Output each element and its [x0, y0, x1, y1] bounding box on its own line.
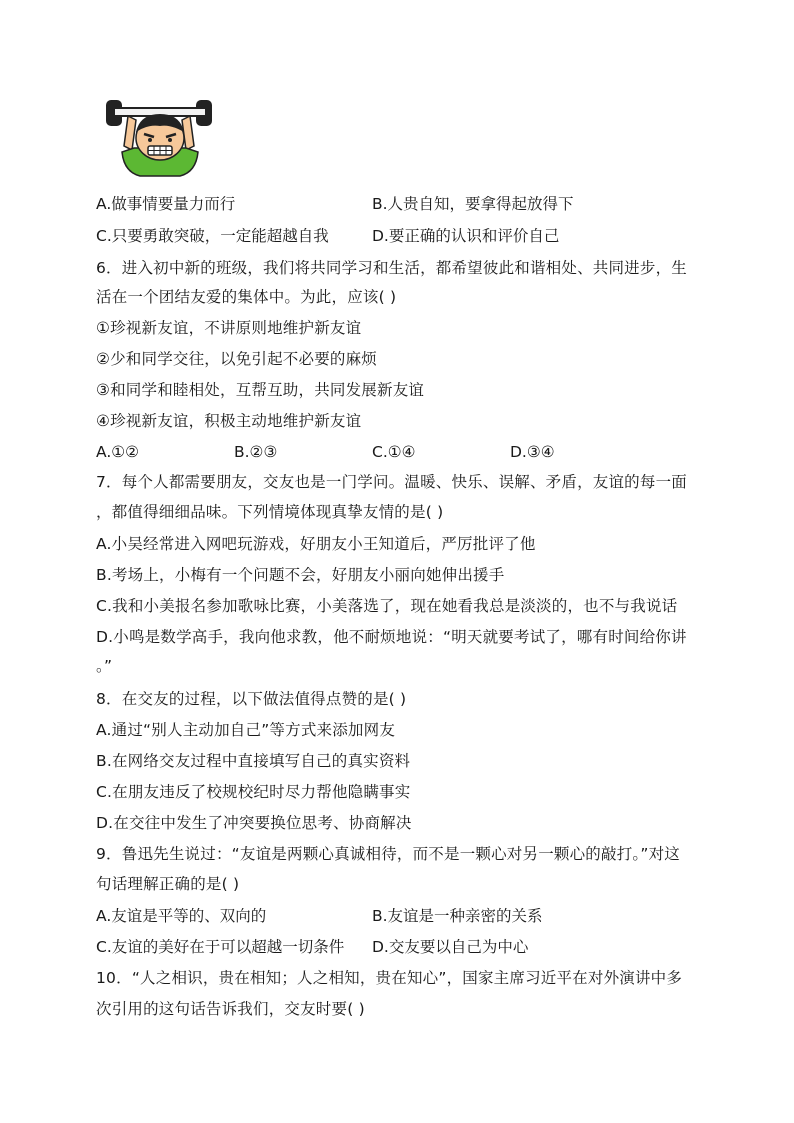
q8-option-d: D.在交往中发生了冲突要换位思考、协商解决 — [96, 814, 412, 832]
q6-option-a: A.①② — [96, 443, 140, 461]
q6-item-3: ③和同学和睦相处，互帮互助，共同发展新友谊 — [96, 381, 425, 399]
q8-option-c: C.在朋友违反了校规校纪时尽力帮他隐瞒事实 — [96, 783, 411, 801]
q6-stem-line-1: 6．进入初中新的班级，我们将共同学习和生活，都希望彼此和谐相处、共同进步，生 — [96, 259, 687, 277]
q7-option-c: C.我和小美报名参加歌咏比赛，小美落选了，现在她看我总是淡淡的，也不与我说话 — [96, 597, 678, 615]
q10-stem-line-2: 次引用的这句话告诉我们，交友时要( ) — [96, 1000, 365, 1018]
q6-option-c: C.①④ — [372, 443, 416, 461]
q6-option-d: D.③④ — [510, 443, 555, 461]
q7-stem-line-2: ，都值得细细品味。下列情境体现真挚友情的是( ) — [96, 503, 444, 521]
q9-stem-line-1: 9．鲁迅先生说过：“友谊是两颗心真诚相待，而不是一颗心对另一颗心的敲打。”对这 — [96, 845, 680, 863]
q5-option-c: C.只要勇敢突破，一定能超越自我 — [96, 227, 329, 245]
q7-option-a: A.小吴经常进入网吧玩游戏，好朋友小王知道后，严厉批评了他 — [96, 535, 536, 553]
q5-option-a: A.做事情要量力而行 — [96, 195, 236, 213]
q5-option-d: D.要正确的认识和评价自己 — [372, 227, 560, 245]
q5-option-b: B.人贵自知，要拿得起放得下 — [372, 195, 574, 213]
q9-option-c: C.友谊的美好在于可以超越一切条件 — [96, 938, 345, 956]
weightlifter-illustration — [100, 94, 220, 178]
q9-option-b: B.友谊是一种亲密的关系 — [372, 907, 543, 925]
q6-option-b: B.②③ — [234, 443, 278, 461]
q6-item-1: ①珍视新友谊，不讲原则地维护新友谊 — [96, 319, 362, 337]
q7-option-b: B.考场上，小梅有一个问题不会，好朋友小丽向她伸出援手 — [96, 566, 505, 584]
q9-stem-line-2: 句话理解正确的是( ) — [96, 875, 240, 893]
q7-option-d-line-1: D.小鸣是数学高手，我向他求教，他不耐烦地说：“明天就要考试了，哪有时间给你讲 — [96, 628, 687, 646]
q9-option-a: A.友谊是平等的、双向的 — [96, 907, 267, 925]
q8-stem: 8．在交友的过程，以下做法值得点赞的是( ) — [96, 690, 407, 708]
q9-option-d: D.交友要以自己为中心 — [372, 938, 529, 956]
q6-stem-line-2: 活在一个团结友爱的集体中。为此，应该( ) — [96, 288, 397, 306]
q8-option-a: A.通过“别人主动加自己”等方式来添加网友 — [96, 721, 396, 739]
q8-option-b: B.在网络交友过程中直接填写自己的真实资料 — [96, 752, 411, 770]
q6-item-4: ④珍视新友谊，积极主动地维护新友谊 — [96, 412, 362, 430]
q10-stem-line-1: 10．“人之相识，贵在相知；人之相知，贵在知心”，国家主席习近平在对外演讲中多 — [96, 969, 683, 987]
q7-stem-line-1: 7．每个人都需要朋友，交友也是一门学问。温暖、快乐、误解、矛盾，友谊的每一面 — [96, 473, 687, 491]
q6-item-2: ②少和同学交往，以免引起不必要的麻烦 — [96, 350, 377, 368]
q7-option-d-line-2: 。” — [96, 657, 113, 675]
